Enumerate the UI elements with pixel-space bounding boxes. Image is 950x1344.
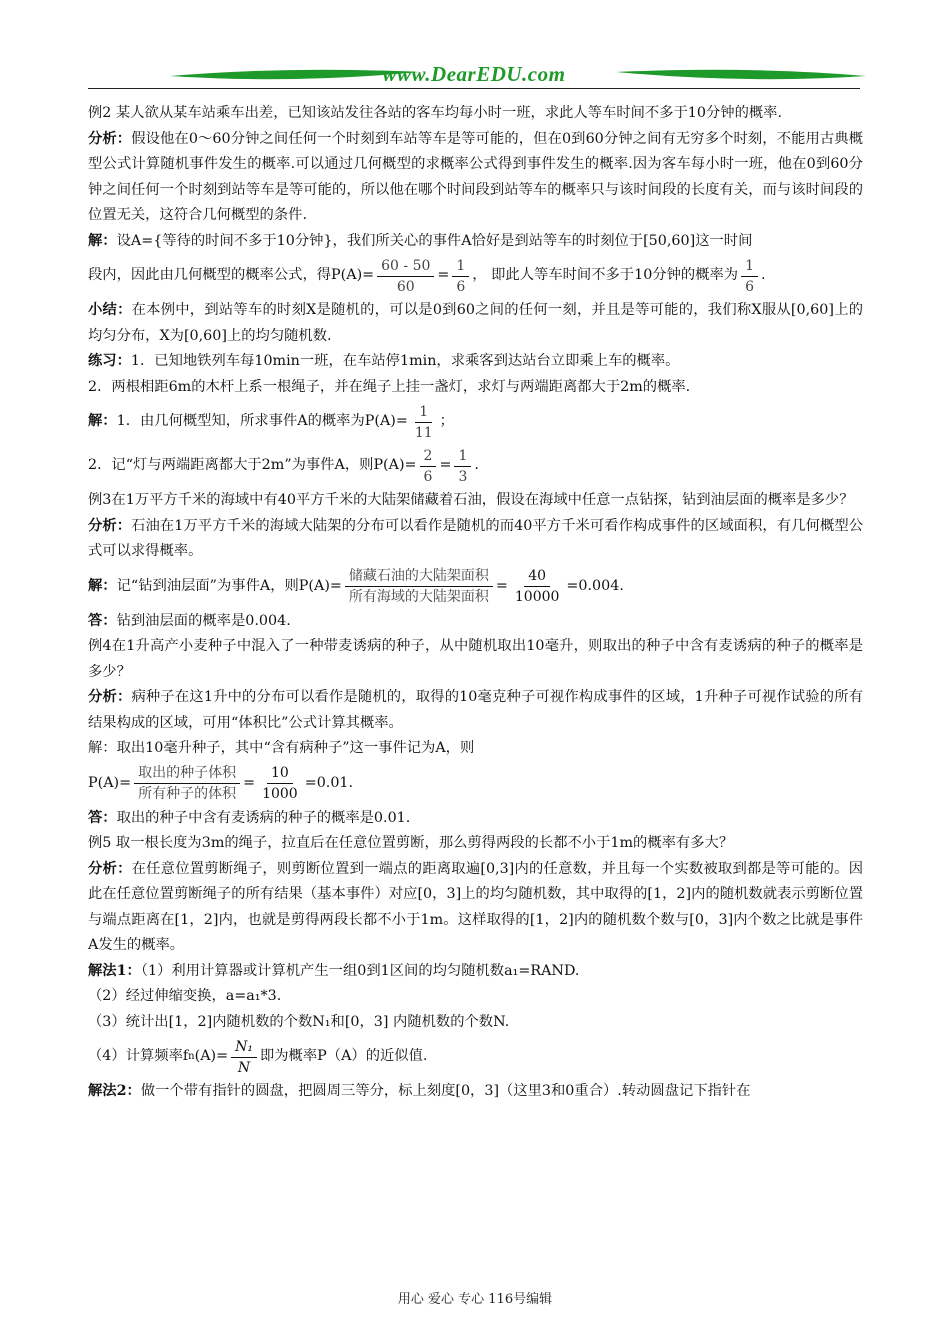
fraction: $\frac{\text{N₁}}{N}$ [231, 1037, 257, 1078]
fraction: $\frac{1}{3}$ [454, 446, 471, 487]
fraction: $\frac{10}{1000}$ [262, 765, 298, 802]
example-4-question: 例4在1升高产小麦种子中混入了一种带麦诱病的种子，从中随机取出10毫升，则取出的种子中含有麦诱病的种子的概率是多少？ [88, 638, 863, 680]
practice-q2: 2．两根相距6m的木杆上系一根绳子，并在绳子上挂一盏灯，求灯与两端距离都大于2m的概率. [88, 378, 691, 395]
fraction: $\frac{\text{取出的种子体积}}{\text{所有种子的体积}}$ [134, 763, 240, 804]
example-3-solution-formula: 解： 记“钻到油层面”为事件A，则P(A)= $\frac{\text{储藏石油的大陆架面积}}{\text{所有海域的大陆架面积}}$ = $\frac{40}{10000}$ =0.004. [88, 568, 624, 605]
example-5-analysis: 分析：在任意位置剪断绳子，则剪断位置到一端点的距离取遍[0,3]内的任意数，并且每一个实数被取到都是等可能的。因此在任意位置剪断绳子的所有结果（基本事件）对应[0，3]上的均匀随机数，其中取得的[1，2]内的随机数就表示剪断位置与端点距离在[1，2]内，也就是剪得两段长都不小于1m。这样取得的[1，2]内的随机数个数与[0，3]内个数之比就是事件A发生的概率。 [88, 860, 864, 953]
example-2-analysis: 分析：假设他在0～60分钟之间任何一个时刻到车站等车是等可能的，但在0到60分钟之间有无穷多个时刻，不能用古典概型公式计算随机事件发生的概率.可以通过几何概型的求概率公式得到事件发生的概率.因为客车每小时一班，他在0到60分钟之间任何一个时刻到站等车是等可能的，所以他在哪个时间段到站等车的概率只与该时间段的长度有关，而与该时间段的位置无关，这符合几何概型的条件. [88, 130, 864, 223]
practice-solution-2: 2．记“灯与两端距离都大于2m”为事件A，则P(A)= $\frac{2}{6}$ = $\frac{1}{3}$ . [88, 447, 479, 485]
analysis-label: 分析： [88, 130, 132, 147]
example-3-question: 例3在1万平方千米的海域中有40平方千米的大陆架储藏着石油，假设在海域中任意一点钻探，钻到油层面的概率是多少？ [88, 492, 854, 508]
example-5-method1-step4: （4）计算频率f n (A)= $\frac{\text{N₁}}{N}$ 即为概率P（A）的近似值. [88, 1038, 428, 1076]
fraction: $\frac{60 - 50}{60}$ [377, 256, 434, 297]
example-2-solution-line1: 解：设A={等待的时间不多于10分钟}，我们所关心的事件A恰好是到站等车的时刻位于[50,60]这一时间 [88, 232, 753, 249]
example-2-solution-formula: 段内，因此由几何概型的概率公式，得P(A)= $\frac{60 - 50}{60}$ = $\frac{1}{6}$ ， 即此人等车时间不多于10分钟的概率为 $\frac{1}{6}$ . [88, 257, 766, 295]
fraction: $\frac{1}{6}$ [741, 256, 758, 297]
example-4-answer: 答：取出的种子中含有麦诱病的种子的概率是0.01. [88, 809, 411, 826]
fraction: $\frac{1}{11}$ [414, 403, 433, 441]
example-3-answer: 答：钻到油层面的概率是0.004. [88, 612, 291, 629]
practice-q1: 练习：1．已知地铁列车每10min一班，在车站停1min，求乘客到达站台立即乘上车的概率。 [88, 353, 680, 369]
example-5-question: 例5 取一根长度为3m的绳子，拉直后在任意位置剪断，那么剪得两段的长都不小于1m的概率有多大？ [88, 835, 734, 851]
practice-solution-1: 解： 1．由几何概型知，所求事件A的概率为P(A)= $\frac{1}{11}$ ； [88, 403, 454, 441]
example-4-analysis: 分析：病种子在这1升中的分布可以看作是随机的，取得的10毫克种子可视作构成事件的区域，1升种子可视作试验的所有结果构成的区域，可用“体积比”公式计算其概率。 [88, 689, 863, 731]
fraction: $\frac{\text{储藏石油的大陆架面积}}{\text{所有海域的大陆架面积}}$ [345, 566, 493, 607]
example-3-analysis: 分析：石油在1万平方千米的海域大陆架的分布可以看作是随机的而40平方千米可看作构成事件的区域面积，有几何概型公式可以求得概率。 [88, 517, 863, 559]
example-4-solution: 解：取出10毫升种子，其中“含有病种子”这一事件记为A，则 [88, 740, 475, 756]
example-2-summary: 小结：在本例中，到站等车的时刻X是随机的，可以是0到60之间的任何一刻，并且是等可能的，我们称X服从[0,60]上的均匀分布，X为[0,60]上的均匀随机数. [88, 302, 863, 344]
page-header [88, 56, 860, 96]
example-5-method1-step3: （3）统计出[1，2]内随机数的个数N₁和[0，3] 内随机数的个数N. [88, 1013, 510, 1030]
document-body [88, 101, 863, 1105]
fraction: $\frac{1}{6}$ [452, 256, 469, 297]
fraction: $\frac{2}{6}$ [420, 446, 437, 487]
solution-label: 解： [88, 232, 117, 249]
header-divider [88, 88, 860, 89]
example-5-method1-step1: 解法1：（1）利用计算器或计算机产生一组0到1区间的均匀随机数a₁=RAND. [88, 962, 580, 979]
example-4-formula: P(A)= $\frac{\text{取出的种子体积}}{\text{所有种子的体积}}$ = $\frac{10}{1000}$ =0.01. [88, 765, 354, 802]
example-5-method1-step2: （2）经过伸缩变换，a=a₁*3. [88, 988, 282, 1004]
fraction: $\frac{40}{10000}$ [514, 568, 560, 605]
site-logo[interactable]: www.DearEDU.com [382, 62, 566, 86]
page-footer: 用心 爱心 专心 116号编辑 [397, 1292, 553, 1307]
example-5-method2: 解法2：做一个带有指针的圆盘，把圆周三等分，标上刻度[0，3]（这里3和0重合）.转动圆盘记下指针在 [88, 1083, 751, 1099]
example-2-question: 例2 某人欲从某车站乘车出差，已知该站发往各站的客车均每小时一班，求此人等车时间不多于10分钟的概率. [88, 105, 783, 121]
